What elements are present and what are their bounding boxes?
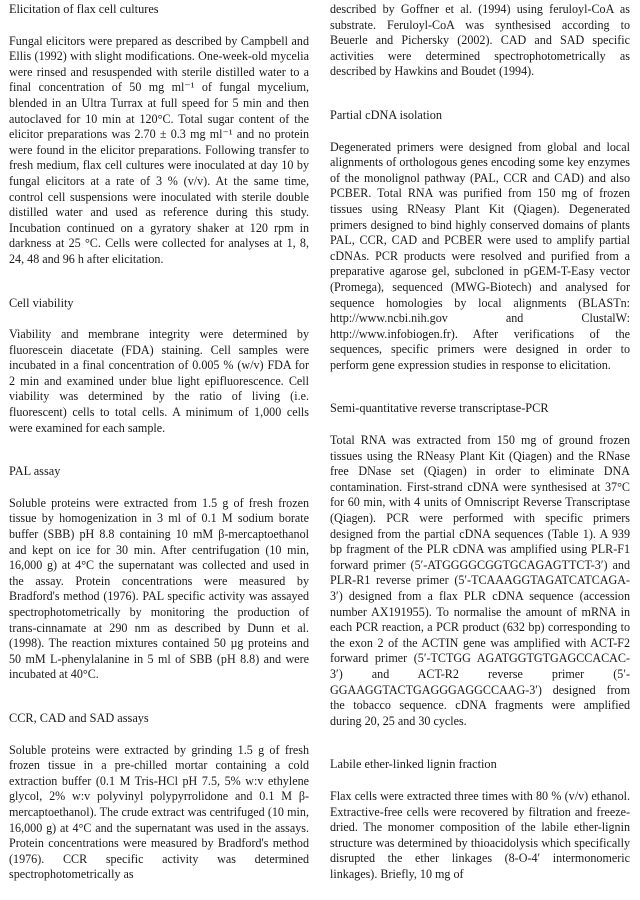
section-paragraph: Fungal elicitors were prepared as described by Campbell and Ellis (1992) with slight modifications. One-week-old mycelia were rinsed and resuspended with sterile distilled water to a final concentration of 50 mg ml⁻¹ of fungal mycelium, blended in an Ultra Turrax at full speed for 5 min and then autoclaved for 10 min at 120°C. Total sugar content of the elicitor preparations was 2.70 ± 0.3 mg ml⁻¹ and no protein were found in the elicitor preparations. Following transfer to fresh medium, flax cell cultures were inoculated at day 10 by fungal elicitors at a rate of 3 % (v/v). At the same time, control cell suspensions were inoculated with sterile double distilled water and used as reference during this study. Incubation continued on a gyratory shaker at 120 rpm in darkness at 25 °C. Cells were collected for analyses at 1, 8, 24, 48 and 96 h after elicitation. [9,33,309,266]
left-column [9,2,309,883]
section-rt-pcr [330,401,630,729]
section-paragraph: Flax cells were extracted three times with 80 % (v/v) ethanol. Extractive-free cells were recovered by filtration and freeze-dried. The monomer composition of the labile ether-lignin structure was determined by thioacidolysis which specifically disrupted the ether linkages (8-O-4′ intermonomeric linkages). Briefly, 10 mg of [330,788,630,881]
section-pal-assay [9,464,309,683]
section-heading: Elicitation of flax cell cultures [9,2,159,16]
right-column [330,2,630,883]
section-continuation [330,2,630,80]
section-heading: Semi-quantitative reverse transcriptase-PCR [330,401,549,416]
section-heading: Partial cDNA isolation [330,107,443,122]
section-paragraph: Degenerated primers were designed from global and local alignments of orthologous genes encoding some key enzymes of the monolignol pathway (PAL, CCR and CAD) and also PCBER. Total RNA was purified from 150 mg of frozen tissues using RNeasy Plant Kit (Qiagen). Degenerated primers designed to bind highly conserved domains of plants PAL, CCR, CAD and PCBER were used to amplify partial cDNAs. PCR products were resolved and purified from a preparative agarose gel, subcloned in pGEM-T-Easy vector (Promega), sequenced (MWG-Biotech) and analysed for sequence homologies by local alignments (BLASTn: http://www.ncbi.nih.gov and ClustalW: http://www.infobiogen.fr). After verifications of the sequences, specific primers were designed in order to perform gene expression studies in response to elicitation. [330,139,630,372]
section-heading: PAL assay [9,464,61,479]
section-paragraph: Viability and membrane integrity were determined by fluorescein diacetate (FDA) staining. Cell samples were incubated in a final concentration of 0.005 % (w/v) FDA for 2 min and examined under blue light epifluorescence. Cell viability was determined by the ratio of living (i.e. fluorescent) cells to total cells. A minimum of 1,000 cells were examined for each sample. [9,327,309,435]
section-paragraph: Total RNA was extracted from 150 mg of ground frozen tissues using the RNeasy Plant Kit (Qiagen) and the RNase free DNase set (Qiagen) in order to eliminate DNA contamination. First-strand cDNA were synthesised at 37°C for 60 min, with 4 units of Omniscript Reverse Transcriptase (Qiagen). PCR were performed with specific primers designed from the partial cDNA sequences (Table 1). A 939 bp fragment of the PLR cDNA was amplified using PLR-F1 forward primer (5′-ATGGGGCGGTGCAGAGTTCT-3′) and PLR-R1 reverse primer (5′-TCAAAGGTAGATCATCAGA-3′) designed from a flax PLR cDNA sequence (accession number AX191955). To normalise the amount of mRNA in each PCR reaction, a PCR product (632 bp) corresponding to the exon 2 of the ACTIN gene was amplified with ACT-F2 forward primer (5′-TCTGG AGATGGTGTGAGCCACAC-3′) and ACT-R2 reverse primer (5′-GGAAGGTACTGAGGGAGGCCAAG-3′) designed from the tobacco sequence. cDNA fragments were amplified during 20, 25 and 30 cycles. [330,433,630,728]
section-ccr-cad-sad [9,711,309,883]
section-heading: Cell viability [9,295,74,310]
section-partial-cdna [330,108,630,374]
section-paragraph: Soluble proteins were extracted by grinding 1.5 g of fresh frozen tissue in a pre-chilled mortar containing a cold extraction buffer (0.1 M Tris-HCl pH 7.5, 5% w:v ethylene glycol, 2% w:v polyvinyl polypyrrolidone and 0.1 M β-mercaptoethanol). The crude extract was centrifuged (10 min, 16,000 g) at 4°C and the supernatant was used in the assays. Protein concentrations were measured by Bradford's method (1976). CCR specific activity was determined spectrophotometrically as [9,742,309,882]
section-cell-viability [9,296,309,437]
section-paragraph: Soluble proteins were extracted from 1.5 g of fresh frozen tissue by homogenization in 3 ml of 0.1 M sodium borate buffer (SBB) pH 8.8 containing 10 mM β-mercaptoethanol and kept on ice for 30 min. After centrifugation (10 min, 16,000 g) at 4°C the supernatant was collected and used in the assay. Protein concentrations were measured by Bradford's method (1976). PAL specific activity was assayed spectrophotometrically by monitoring the production of trans-cinnamate at 290 nm as described by Dunn et al. (1998). The reaction mixtures contained 50 µg proteins and 50 mM L-phenylalanine in 5 ml of SBB (pH 8.8) and were incubated at 40°C. [9,495,309,682]
section-elicitation [9,2,309,268]
section-paragraph: described by Goffner et al. (1994) using feruloyl-CoA as substrate. Feruloyl-CoA was synthesised according to Beuerle and Pichersky (2002). CAD and SAD specific activities were determined spectrophotometrically as described by Hawkins and Boudet (1994). [330,2,630,79]
section-lignin [330,757,630,882]
section-heading: Labile ether-linked lignin fraction [330,757,497,772]
section-heading: CCR, CAD and SAD assays [9,710,149,725]
